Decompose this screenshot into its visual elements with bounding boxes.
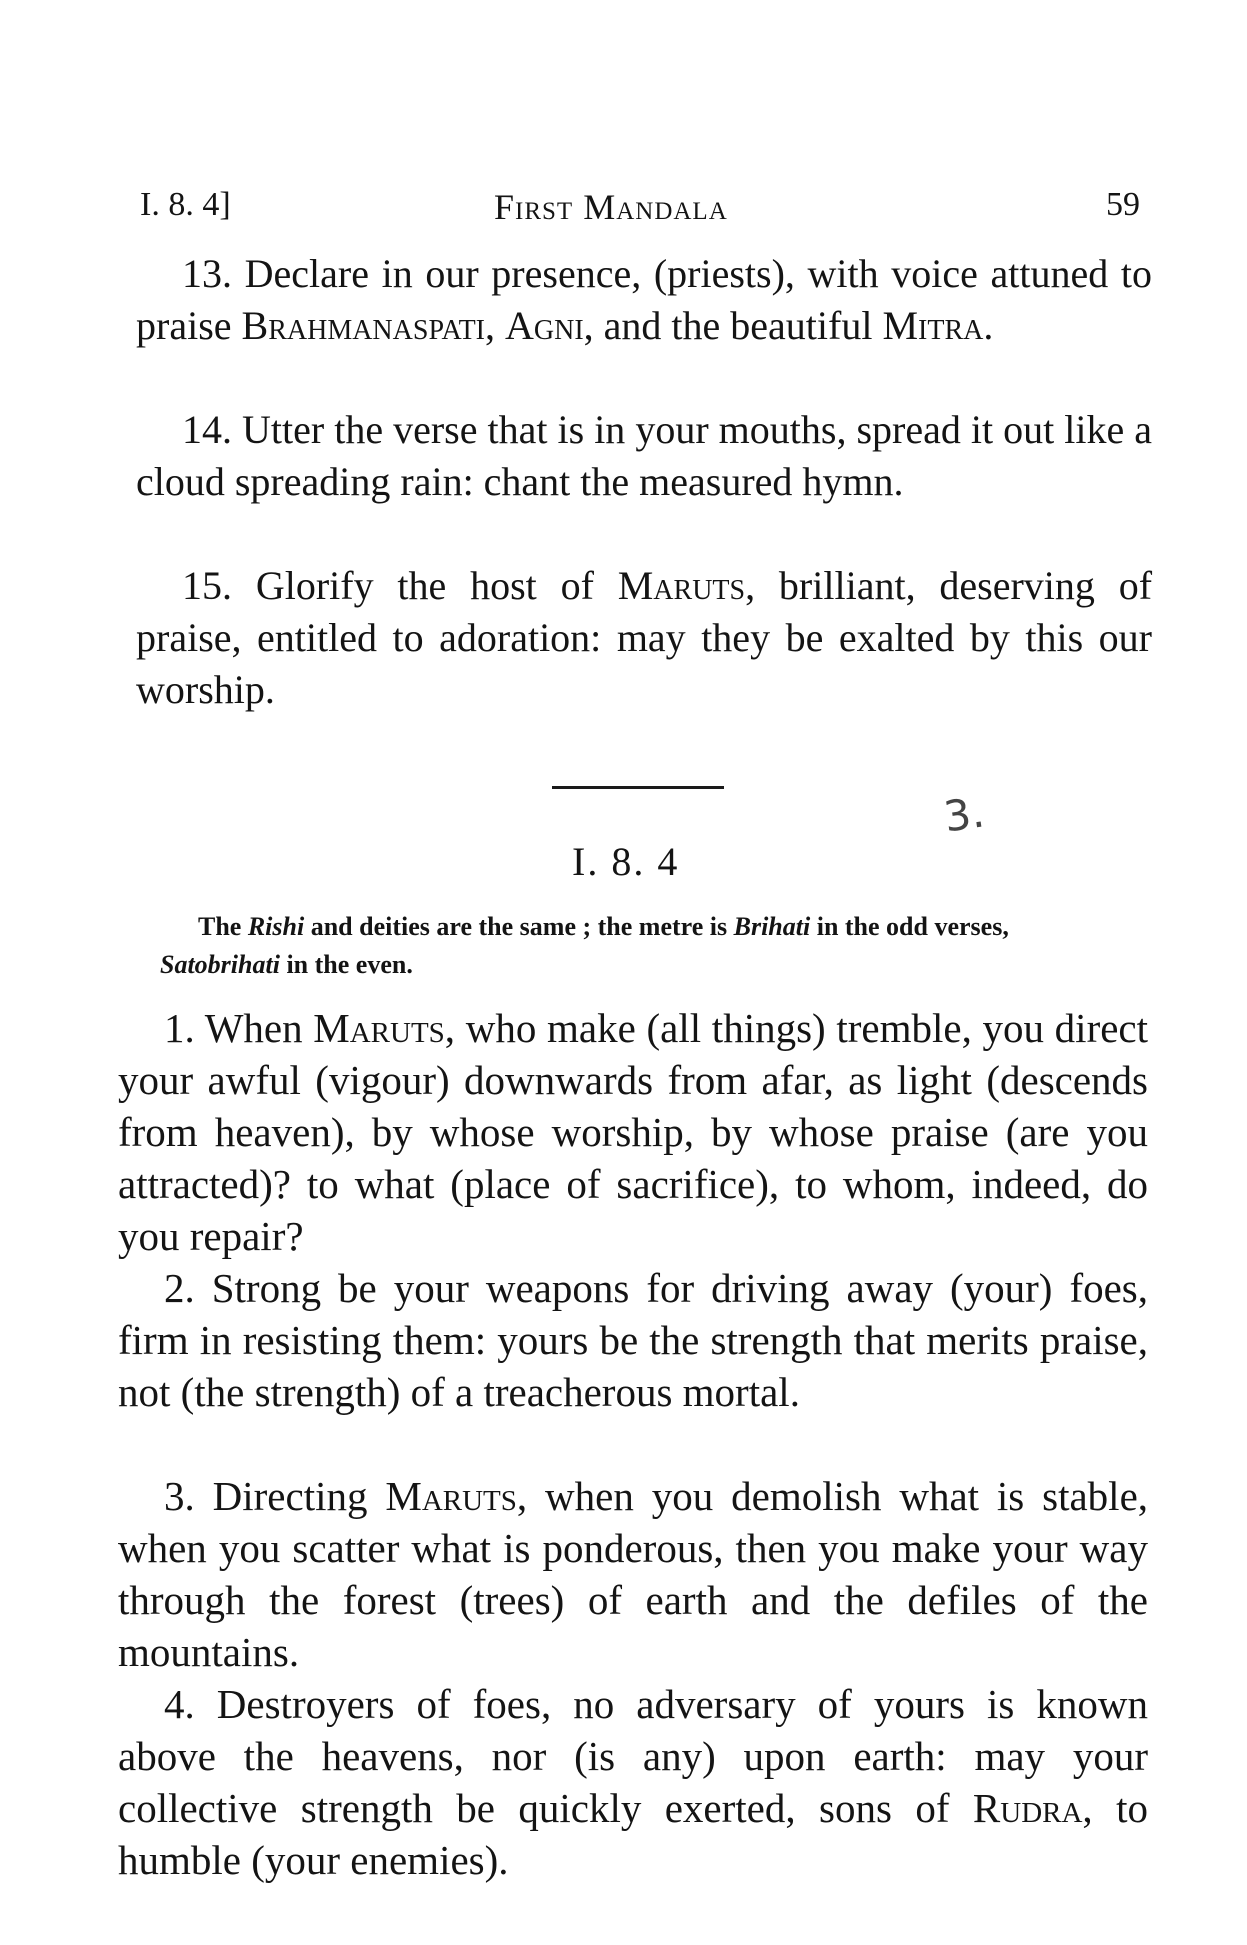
note-term: Rishi [247, 912, 305, 941]
deity-name: Maruts, [385, 1473, 528, 1519]
note-term: Brihati [733, 912, 811, 941]
verse-text: brilliant, deserving of praise, entitled to adoration: may they be exalted by this our worship. [136, 563, 1153, 712]
verse-2 [118, 1262, 1148, 1418]
verse-text: Glorify the host of [255, 563, 594, 608]
verse-number: 2. [164, 1265, 195, 1311]
verse-13 [136, 248, 1152, 352]
deity-name: Agni, [505, 303, 594, 348]
verse-number: 13. [182, 251, 232, 296]
deity-name: Rudra, [972, 1785, 1093, 1831]
verse-3 [118, 1470, 1148, 1678]
verse-number: 4. [164, 1681, 195, 1727]
section-heading: I. 8. 4 [572, 839, 680, 884]
deity-name: Mitra. [882, 303, 994, 348]
verse-text: Utter the verse that is in your mouths, spread it out like a cloud spreading rain: chant the measured hymn. [136, 407, 1152, 504]
verse-text: Strong be your weapons for driving away (your) foes, firm in resisting them: yours be the strength that merits praise, not (the strength) of a treacherous mortal. [118, 1265, 1149, 1415]
note-text: in the odd verses, [816, 912, 1009, 941]
note-text: in the even. [286, 950, 413, 979]
verse-text: Directing [212, 1473, 368, 1519]
section-divider [552, 786, 724, 789]
verse-number: 1. [164, 1005, 195, 1051]
deity-name: Brahmanaspati, [241, 303, 495, 348]
handwritten-margin-mark: 3. [940, 787, 988, 842]
note-text: and deities are the same ; the metre is [310, 912, 728, 941]
running-header [140, 186, 1140, 236]
verse-4 [118, 1678, 1148, 1886]
verse-number: 3. [164, 1473, 195, 1519]
page-number: 59 [1106, 186, 1140, 223]
header-verse-reference: I. 8. 4] [140, 186, 231, 223]
verse-text: and the beautiful [603, 303, 873, 348]
header-title: First Mandala [494, 187, 728, 227]
verse-14 [136, 404, 1152, 508]
deity-name: Maruts, [617, 563, 756, 608]
deity-name: Maruts, [313, 1005, 456, 1051]
verse-text: who make (all things) tremble, you direct your awful (vigour) downwards from afar, as light (descends from heaven), by whose worship, by whose praise (are you attracted)? to what (place of sacrifice), to whom, indeed, do you repair? [118, 1005, 1149, 1259]
verse-text: when you demolish what is stable, when you scatter what is ponderous, then you make your way through the forest (trees) of earth and the defiles of the mountains. [118, 1473, 1149, 1675]
verse-text: Destroyers of foes, no adversary of yours is known above the heavens, nor (is any) upon earth: may your collective strength be quickly exerted, sons of [118, 1681, 1148, 1831]
verse-1 [118, 1002, 1148, 1262]
note-text: The [198, 912, 242, 941]
verse-text: When [204, 1005, 303, 1051]
verse-number: 15. [182, 563, 232, 608]
verse-text: to humble (your enemies). [118, 1785, 1148, 1883]
verse-number: 14. [182, 407, 232, 452]
verse-15 [136, 560, 1152, 716]
verse-text: Declare in our presence, (priests), with voice attuned to praise [136, 251, 1153, 348]
hymn-note [160, 908, 1120, 984]
note-term: Satobrihati [160, 950, 280, 979]
